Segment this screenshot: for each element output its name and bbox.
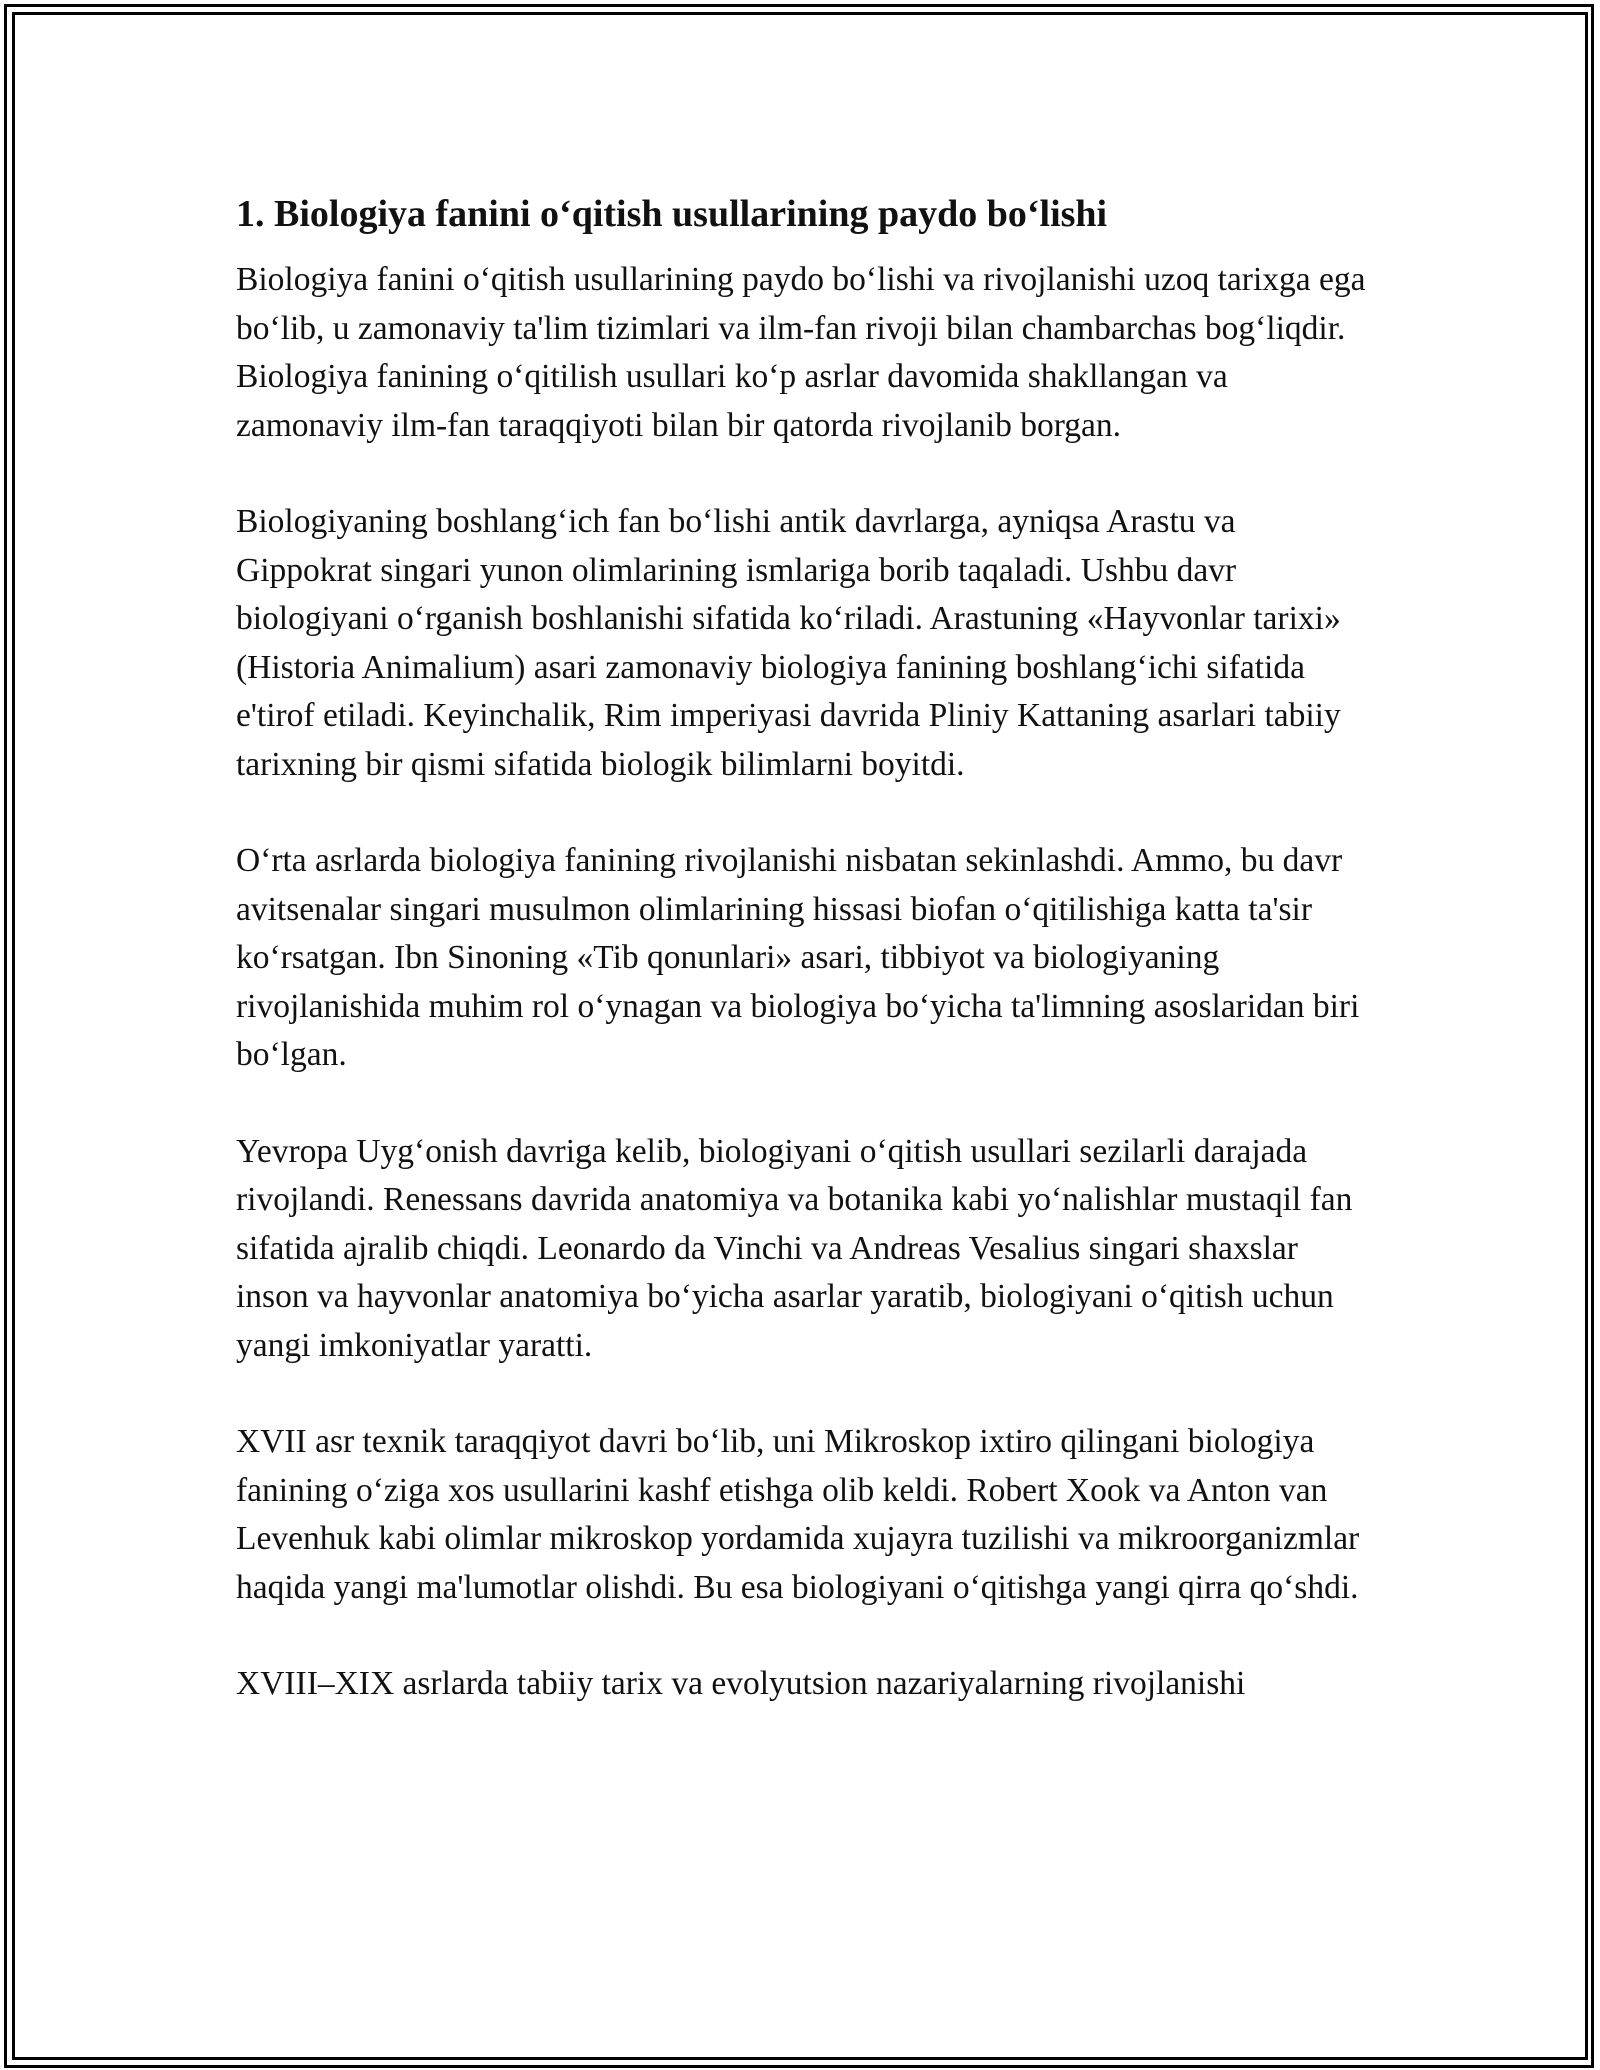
paragraph-1: Biologiya fanini o‘qitish usullarining paydo bo‘lishi va rivojlanishi uzoq tarixga ega bo‘lib, u zamonaviy ta'lim tizimlari va ilm-fan rivoji bilan chambarchas bog‘liqdir. Biologiya fanining o‘qitilish usullari ko‘p asrlar davomida shakllangan va zamonaviy ilm-fan taraqqiyoti bilan bir qatorda rivojlanib borgan. [236,261,1366,444]
paragraph-3: O‘rta asrlarda biologiya fanining rivojlanishi nisbatan sekinlashdi. Ammo, bu davr avitsenalar singari musulmon olimlarining hissasi biofan o‘qitilishiga katta ta'sir ko‘rsatgan. Ibn Sinoning «Tib qonunlari» asari, tibbiyot va biologiyaning rivojlanishida muhim rol o‘ynagan va biologiya bo‘yicha ta'limning asoslaridan biri bo‘lgan. [236,842,1360,1073]
paragraph-2: Biologiyaning boshlang‘ich fan bo‘lishi antik davrlarga, ayniqsa Arastu va Gippokrat singari yunon olimlarining ismlariga borib taqaladi. Ushbu davr biologiyani o‘rganish boshlanishi sifatida ko‘riladi. Arastuning «Hayvonlar tarixi» (Historia Animalium) asari zamonaviy biologiya fanining boshlang‘ichi sifatida e'tirof etiladi. Keyinchalik, Rim imperiyasi davrida Pliniy Kattaning asarlari tabiiy tarixning bir qismi sifatida biologik bilimlarni boyitdi. [236,503,1341,783]
document-body [236,186,1366,1757]
section-heading: 1. Biologiya fanini o‘qitish usullarining paydo bo‘lishi [236,193,1108,235]
paragraph-4: Yevropa Uyg‘onish davriga kelib, biologiyani o‘qitish usullari sezilarli darajada rivojlandi. Renessans davrida anatomiya va botanika kabi yo‘nalishlar mustaqil fan sifatida ajralib chiqdi. Leonardo da Vinchi va Andreas Vesalius singari shaxslar inson va hayvonlar anatomiya bo‘yicha asarlar yaratib, biologiyani o‘qitish uchun yangi imkoniyatlar yaratti. [236,1132,1353,1364]
paragraph-6: XVIII–XIX asrlarda tabiiy tarix va evolyutsion nazariyalarning rivojlanishi [236,1665,1246,1702]
paragraph-5: XVII asr texnik taraqqiyot davri bo‘lib, uni Mikroskop ixtiro qilingani biologiya fanining o‘ziga xos usullarini kashf etishga olib keldi. Robert Xook va Anton van Levenhuk kabi olimlar mikroskop yordamida xujayra tuzilishi va mikroorganizmlar haqida yangi ma'lumotlar olishdi. Bu esa biologiyani o‘qitishga yangi qirra qo‘shdi. [236,1423,1360,1606]
